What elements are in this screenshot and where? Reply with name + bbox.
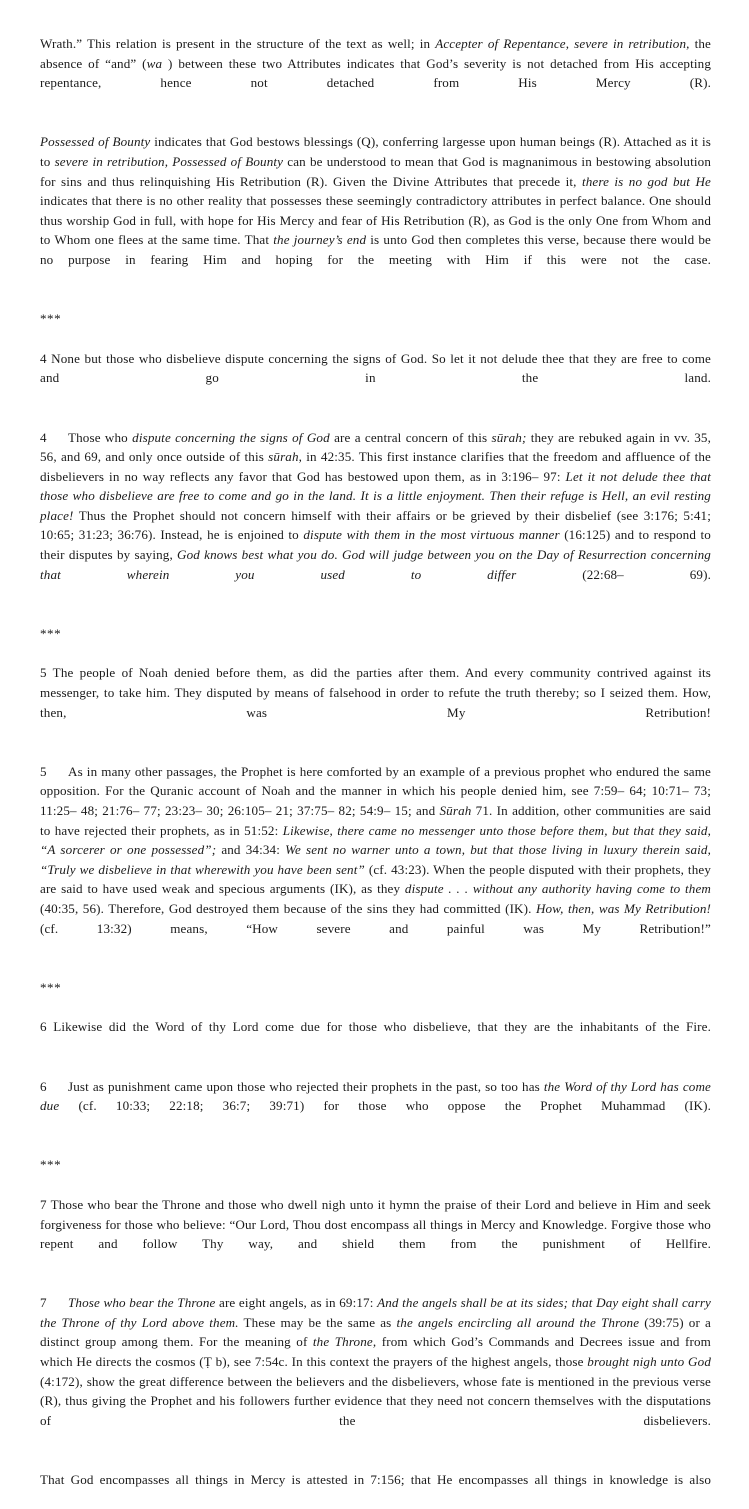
section-divider-2: *** xyxy=(40,625,62,641)
commentary-7: 7 Those who bear the Throne are eight angels, as in 69:17: And the angels shall be at its sides; that Day eight shall carry the Throne of thy Lord above them. These may be the same as the angels encircling all around the Throne (39:75) or a distinct group among them. For the meaning of the Throne, from which God’s Commands and Decrees issue and from which He directs the cosmos (Ṭ b), see 7:54c. In this context the prayers of the highest angels, those brought nigh unto God (4:172), show the great difference between the believers and the disbelievers, whose fate is mentioned in the previous verse (R), thus giving the Prophet and his followers further evidence that they need not concern themselves with the disputations of the disbelievers. xyxy=(40,1295,711,1428)
section-divider-3: *** xyxy=(40,979,62,995)
paragraph-gap xyxy=(40,604,711,624)
paragraph-gap xyxy=(40,958,711,978)
paragraph-gap xyxy=(40,408,711,428)
paragraph-gap xyxy=(40,643,711,663)
paragraph-continuation-wrath: Wrath.” This relation is present in the structure of the text as well; in Accepter of Repentance, severe in retribution, the absence of “and” (wa ) between these two Attributes indicates that God’s severity is not detached from His accepting repentance, hence not detached from His Mercy (R). xyxy=(40,36,712,91)
paragraph-gap xyxy=(40,112,711,132)
verse-text-4: 4 None but those who disbelieve dispute concerning the signs of God. So let it not delude thee that they are free to come and go in the land. xyxy=(40,350,711,386)
paragraph-gap xyxy=(40,742,711,762)
paragraph-possessed-of-bounty: Possessed of Bounty indicates that God bestows blessings (Q), conferring largesse upon human beings (R). Attached as it is to severe in retribution, Possessed of Bounty can be understood to mean that God is magnanimous in bestowing absolution for sins and thus relinquishing His Retribution (R). Given the Divine Attributes that precede it, there is no god but He indicates that there is no other reality that possesses these seemingly contradictory attributes in perfect balance. One should thus worship God in full, with hope for His Mercy and fear of His Retribution (R), as God is the only One from Whom and to Whom one flees at the same time. That the journey’s end is unto God then completes this verse, because there would be no purpose in fearing Him and hoping for the meeting with Him if this were not the case. xyxy=(40,134,712,267)
commentary-6: 6 Just as punishment came upon those who rejected their prophets in the past, so too has the Word of thy Lord has come due (cf. 10:33; 22:18; 36:7; 39:71) for those who oppose the Prophet Muhammad (IK). xyxy=(40,1078,711,1114)
paragraph-gap xyxy=(40,1273,711,1293)
section-divider-1: *** xyxy=(40,311,62,327)
verse-text-5: 5 The people of Noah denied before them, as did the parties after them. And every community contrived against its messenger, to take him. They disputed by means of falsehood in order to refute the truth thereby; so I seized them. How, then, was My Retribution! xyxy=(40,665,711,720)
paragraph-gap xyxy=(40,1175,711,1195)
paragraph-gap xyxy=(40,1057,711,1077)
verse-text-7: 7 Those who bear the Throne and those who dwell nigh unto it hymn the praise of their Lord and believe in Him and seek forgiveness for those who believe: “Our Lord, Thou dost encompass all things in Mercy and Knowledge. Forgive those who repent and follow Thy way, and shield them from the punishment of Hellfire. xyxy=(40,1196,711,1252)
paragraph-gap xyxy=(40,329,711,349)
section-divider-4: *** xyxy=(40,1157,62,1173)
paragraph-gap xyxy=(40,1135,711,1155)
paragraph-continuation-encompasses: That God encompasses all things in Mercy is attested in 7:156; that He encompasses all things in knowledge is also xyxy=(40,1472,711,1488)
paragraph-gap xyxy=(40,289,711,309)
paragraph-gap xyxy=(40,1450,711,1470)
paragraph-gap xyxy=(40,997,711,1017)
text-column xyxy=(40,34,711,1509)
commentary-4: 4 Those who dispute concerning the signs of God are a central concern of this sūrah; they are rebuked again in vv. 35, 56, and 69, and only once outside of this sūrah, in 42:35. This first instance clarifies that the freedom and affluence of the disbelievers in no way reflects any favor that God has bestowed upon them, as in 3:196– 97: Let it not delude thee that those who disbelieve are free to come and go in the land. It is a little enjoyment. Then their refuge is Hell, an evil resting place! Thus the Prophet should not concern himself with their affairs or be grieved by their disbelief (see 3:176; 5:41; 10:65; 31:23; 36:76). Instead, he is enjoined to dispute with them in the most virtuous manner (16:125) and to respond to their disputes by saying, God knows best what you do. God will judge between you on the Day of Resurrection concerning that wherein you used to differ (22:68– 69). xyxy=(40,429,711,582)
verse-text-6: 6 Likewise did the Word of thy Lord come due for those who disbelieve, that they are the inhabitants of the Fire. xyxy=(40,1019,711,1035)
commentary-5: 5 As in many other passages, the Prophet is here comforted by an example of a previous prophet who endured the same opposition. For the Quranic account of Noah and the manner in which his people denied him, see 7:59– 64; 10:71– 73; 11:25– 48; 21:76– 77; 23:23– 30; 26:105– 21; 37:75– 82; 54:9– 15; and Sūrah 71. In addition, other communities are said to have rejected their prophets, as in 51:52: Likewise, there came no messenger unto those before them, but that they said, “A sorcerer or one possessed”; and 34:34: We sent no warner unto a town, but that those living in luxury therein said, “Truly we disbelieve in that wherewith you have been sent” (cf. 43:23). When the people disputed with their prophets, they are said to have used weak and specious arguments (IK), as they dispute . . . without any authority having come to them (40:35, 56). Therefore, God destroyed them because of the sins they had committed (IK). How, then, was My Retribution! (cf. 13:32) means, “How severe and painful was My Retribution!” xyxy=(40,763,712,936)
